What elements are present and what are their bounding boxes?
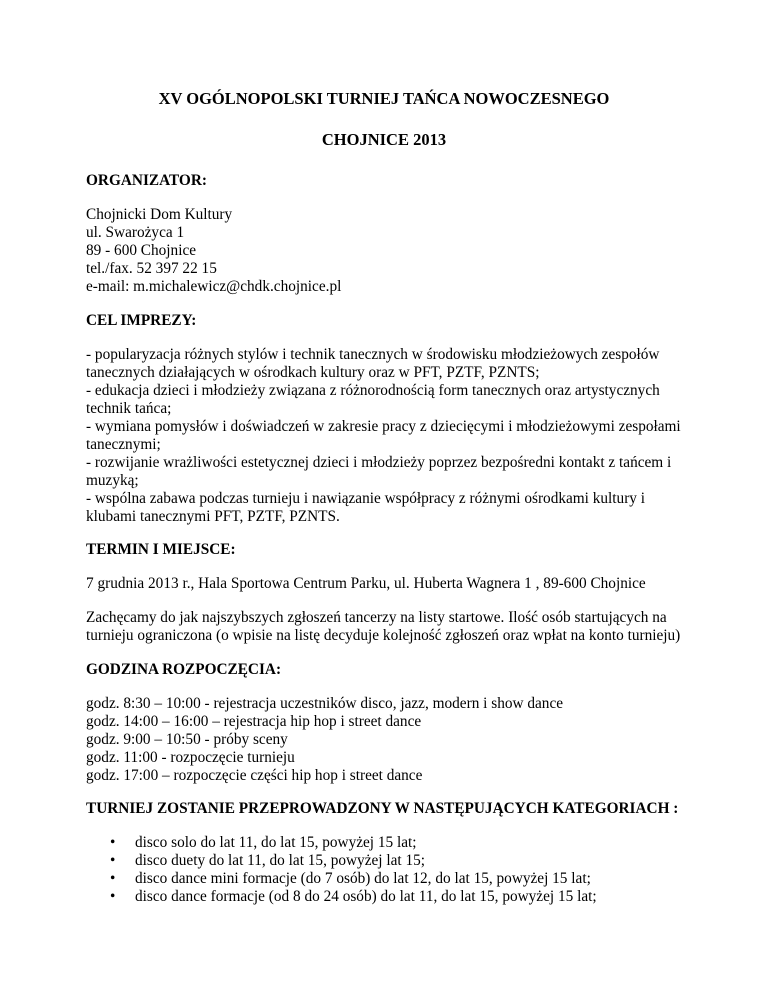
bullet-icon: • xyxy=(110,852,116,869)
goals-line: tanecznych działających w ośrodkach kultury oraz w PFT, PZTF, PZNTS; xyxy=(86,364,540,381)
organizer-line: Chojnicki Dom Kultury xyxy=(86,206,233,223)
category-item: disco duety do lat 11, do lat 15, powyżej lat 15; xyxy=(135,852,426,869)
category-item: disco dance formacje (od 8 do 24 osób) do lat 11, do lat 15, powyżej 15 lat; xyxy=(135,888,597,905)
schedule-line: godz. 14:00 – 16:00 – rejestracja hip hop i street dance xyxy=(86,713,422,730)
organizer-line: ul. Swarożyca 1 xyxy=(86,224,185,241)
schedule-line: godz. 8:30 – 10:00 - rejestracja uczestników disco, jazz, modern i show dance xyxy=(86,695,564,712)
schedule-heading: GODZINA ROZPOCZĘCIA: xyxy=(86,661,282,678)
goals-line: - popularyzacja różnych stylów i technik tanecznych w środowisku młodzieżowych zespołów xyxy=(86,346,660,363)
schedule-line: godz. 9:00 – 10:50 - próby sceny xyxy=(86,731,288,748)
venue-heading: TERMIN I MIEJSCE: xyxy=(86,541,236,558)
organizer-heading: ORGANIZATOR: xyxy=(86,172,207,189)
document-title: XV OGÓLNOPOLSKI TURNIEJ TAŃCA NOWOCZESNEGO xyxy=(158,89,610,108)
categories-heading: TURNIEJ ZOSTANIE PRZEPROWADZONY W NASTĘPUJĄCYCH KATEGORIACH : xyxy=(86,800,679,817)
bullet-icon: • xyxy=(110,834,116,851)
venue-note-line: Zachęcamy do jak najszybszych zgłoszeń tancerzy na listy startowe. Ilość osób startujących na xyxy=(86,609,667,626)
goals-line: klubami tanecznymi PFT, PZTF, PZNTS. xyxy=(86,508,340,525)
organizer-line: 89 - 600 Chojnice xyxy=(86,242,197,259)
schedule-line: godz. 11:00 - rozpoczęcie turnieju xyxy=(86,749,295,766)
schedule-line: godz. 17:00 – rozpoczęcie części hip hop i street dance xyxy=(86,767,423,784)
venue-note-line: turnieju ograniczona (o wpisie na listę decyduje kolejność zgłoszeń oraz wpłat na konto turnieju) xyxy=(86,627,681,644)
goals-line: - wspólna zabawa podczas turnieju i nawiązanie współpracy z różnymi ośrodkami kultury i xyxy=(86,490,646,507)
category-item: disco solo do lat 11, do lat 15, powyżej 15 lat; xyxy=(135,834,417,851)
goals-line: - wymiana pomysłów i doświadczeń w zakresie pracy z dziecięcymi i młodzieżowymi zespołami xyxy=(86,418,681,435)
organizer-email: e-mail: m.michalewicz@chdk.chojnice.pl xyxy=(86,278,342,295)
bullet-icon: • xyxy=(110,888,116,905)
category-item: disco dance mini formacje (do 7 osób) do lat 12, do lat 15, powyżej 15 lat; xyxy=(135,870,591,887)
goals-heading: CEL IMPREZY: xyxy=(86,312,197,329)
goals-line: - edukacja dzieci i młodzieży związana z różnorodnością form tanecznych oraz artystycznych xyxy=(86,382,660,399)
document-subtitle: CHOJNICE 2013 xyxy=(321,130,447,149)
goals-line: technik tańca; xyxy=(86,400,172,417)
goals-line: muzyką; xyxy=(86,472,139,489)
venue-line: 7 grudnia 2013 r., Hala Sportowa Centrum Parku, ul. Huberta Wagnera 1 , 89-600 Chojnice xyxy=(86,575,646,592)
goals-line: - rozwijanie wrażliwości estetycznej dzieci i młodzieży poprzez bezpośredni kontakt z tańcem i xyxy=(86,454,672,471)
organizer-line: tel./fax. 52 397 22 15 xyxy=(86,260,217,277)
bullet-icon: • xyxy=(110,870,116,887)
goals-line: tanecznymi; xyxy=(86,436,161,453)
